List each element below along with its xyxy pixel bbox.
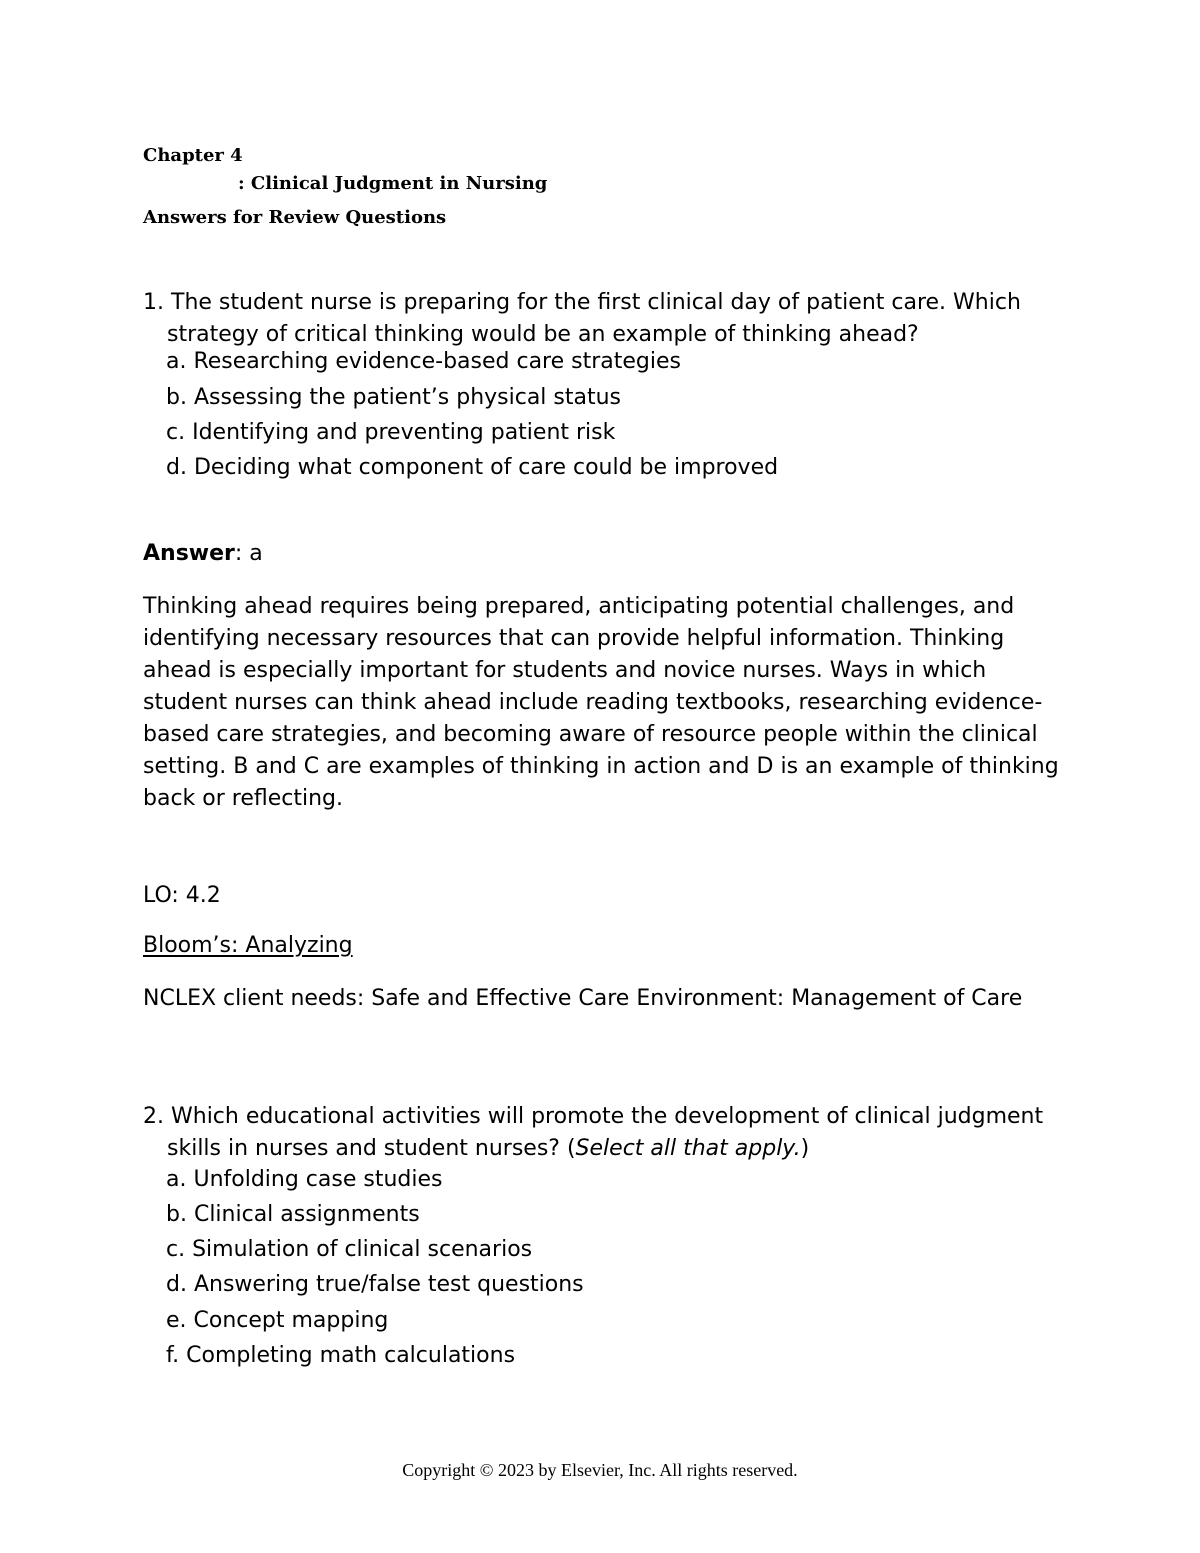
question-1-option-a: a. Researching evidence-based care strategies <box>166 349 681 374</box>
nclex-client-needs: NCLEX client needs: Safe and Effective Care Environment: Management of Care <box>143 986 1023 1011</box>
question-2-stem <box>143 1101 1097 1165</box>
question-2-option-a: a. Unfolding case studies <box>166 1167 443 1192</box>
question-1-option-d: d. Deciding what component of care could be improved <box>166 455 779 480</box>
question-2-text-end: ) <box>800 1136 810 1161</box>
answer-value: : a <box>234 541 263 566</box>
question-2-option-f: f. Completing math calculations <box>166 1343 516 1368</box>
copyright-footer: Copyright © 2023 by Elsevier, Inc. All rights reserved. <box>402 1460 798 1480</box>
question-1-stem <box>143 287 1097 351</box>
answer-label: Answer <box>143 541 235 566</box>
question-1-text: The student nurse is preparing for the first clinical day of patient care. Which strategy of critical thinking would be an example of thinking ahead? <box>167 290 1021 347</box>
question-2-option-b: b. Clinical assignments <box>166 1202 420 1227</box>
question-2-instruction: Select all that apply. <box>575 1136 801 1161</box>
chapter-number: Chapter 4 <box>143 145 243 166</box>
chapter-title: : Clinical Judgment in Nursing <box>238 173 548 194</box>
question-1-option-b: b. Assessing the patient’s physical status <box>166 385 622 410</box>
question-1-rationale: Thinking ahead requires being prepared, anticipating potential challenges, and identifying necessary resources that can provide helpful information. Thinking ahead is especially important for students and novice nurses. Ways in which student nurses can think ahead include reading textbooks, researching evidence-based care strategies, and becoming aware of resource people within the clinical setting. B and C are examples of thinking in action and D is an example of thinking back or reflecting. <box>143 594 1059 811</box>
section-title: Answers for Review Questions <box>143 207 447 228</box>
question-1-answer <box>143 541 263 566</box>
learning-objective: LO: 4.2 <box>143 883 221 908</box>
question-1-number: 1. <box>143 290 164 315</box>
question-2-option-e: e. Concept mapping <box>166 1308 389 1333</box>
question-2-option-c: c. Simulation of clinical scenarios <box>166 1237 533 1262</box>
blooms-level: Bloom’s: Analyzing <box>143 933 353 958</box>
question-1-option-c: c. Identifying and preventing patient risk <box>166 420 616 445</box>
question-2-text: Which educational activities will promote the development of clinical judgment skills in nurses and student nurses? ( <box>167 1104 1044 1161</box>
question-2-number: 2. <box>143 1104 164 1129</box>
question-2-option-d: d. Answering true/false test questions <box>166 1272 584 1297</box>
